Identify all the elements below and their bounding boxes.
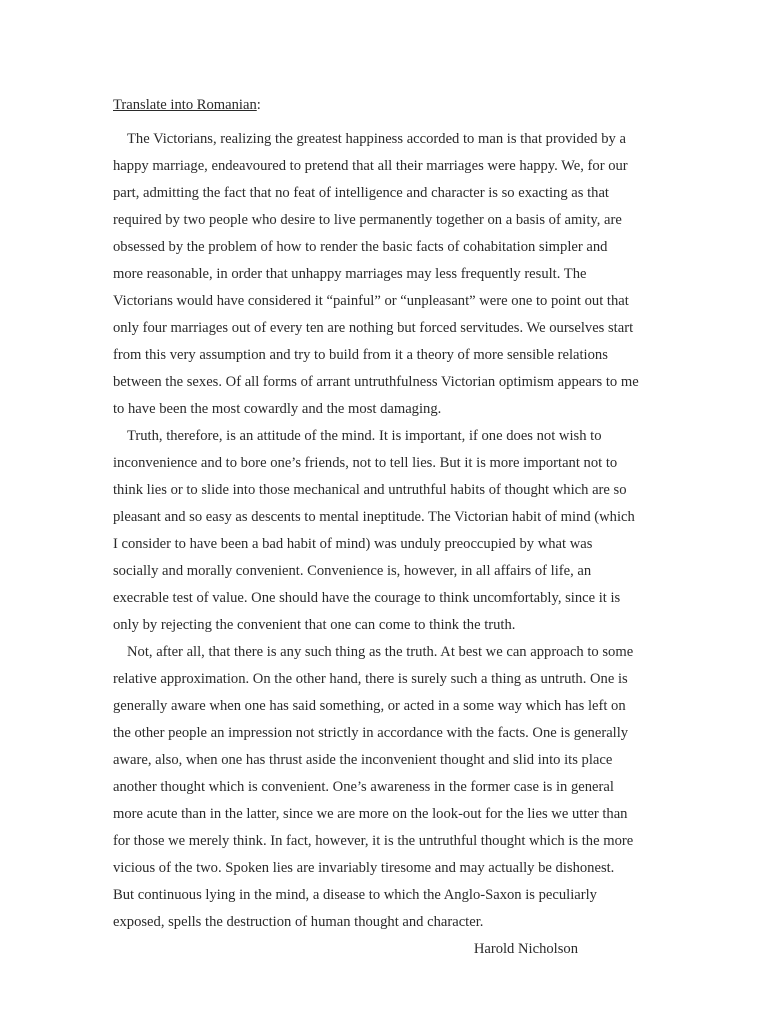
text-line: The Victorians, realizing the greatest happiness accorded to man is that provided by a [127,131,626,147]
text-line: for those we merely think. In fact, however, it is the untruthful thought which is the more [113,833,634,849]
paragraph-3 [113,639,653,936]
text-line: another thought which is convenient. One’s awareness in the former case is in general [113,779,614,795]
text-line: execrable test of value. One should have the courage to think uncomfortably, since it is [113,590,621,606]
text-line: required by two people who desire to live permanently together on a basis of amity, are [113,212,622,228]
document-page [113,92,653,963]
text-line: only four marriages out of every ten are nothing but forced servitudes. We ourselves start [113,320,634,336]
text-line: socially and morally convenient. Convenience is, however, in all affairs of life, an [113,563,592,579]
text-line: But continuous lying in the mind, a disease to which the Anglo-Saxon is peculiarly [113,887,597,903]
text-line: obsessed by the problem of how to render the basic facts of cohabitation simpler and [113,239,608,255]
text-line: Not, after all, that there is any such thing as the truth. At best we can approach to some [127,644,634,660]
author-signature: Harold Nicholson [473,941,578,957]
instruction-heading-text: Translate into Romanian [113,97,257,113]
paragraph-1 [113,126,653,423]
text-line: pleasant and so easy as descents to mental ineptitude. The Victorian habit of mind (which [113,509,635,525]
text-line: more reasonable, in order that unhappy marriages may less frequently result. The [113,266,587,282]
text-line: aware, also, when one has thrust aside the inconvenient thought and slid into its place [113,752,613,768]
text-line: the other people an impression not strictly in accordance with the facts. One is generally [113,725,629,741]
text-line: think lies or to slide into those mechanical and untruthful habits of thought which are so [113,482,627,498]
text-line: vicious of the two. Spoken lies are invariably tiresome and may actually be dishonest. [113,860,615,876]
text-line: inconvenience and to bore one’s friends, not to tell lies. But it is more important not to [113,455,618,471]
text-line: happy marriage, endeavoured to pretend that all their marriages were happy. We, for our [113,158,628,174]
text-line: Truth, therefore, is an attitude of the mind. It is important, if one does not wish to [127,428,602,444]
paragraph-2 [113,423,653,639]
text-line: exposed, spells the destruction of human thought and character. [113,914,484,930]
text-line: relative approximation. On the other hand, there is surely such a thing as untruth. One is [113,671,628,687]
text-line: from this very assumption and try to build from it a theory of more sensible relations [113,347,608,363]
instruction-heading-colon: : [256,97,261,113]
text-line: Victorians would have considered it “painful” or “unpleasant” were one to point out that [113,293,629,309]
text-line: I consider to have been a bad habit of mind) was unduly preoccupied by what was [113,536,593,552]
text-line: only by rejecting the convenient that one can come to think the truth. [113,617,516,633]
text-line: between the sexes. Of all forms of arrant untruthfulness Victorian optimism appears to me [113,374,639,390]
text-line: more acute than in the latter, since we are more on the look-out for the lies we utter than [113,806,628,822]
text-line: part, admitting the fact that no feat of intelligence and character is so exacting as that [113,185,609,201]
text-line: to have been the most cowardly and the most damaging. [113,401,442,417]
text-line: generally aware when one has said something, or acted in a some way which has left on [113,698,626,714]
instruction-heading [113,92,653,118]
